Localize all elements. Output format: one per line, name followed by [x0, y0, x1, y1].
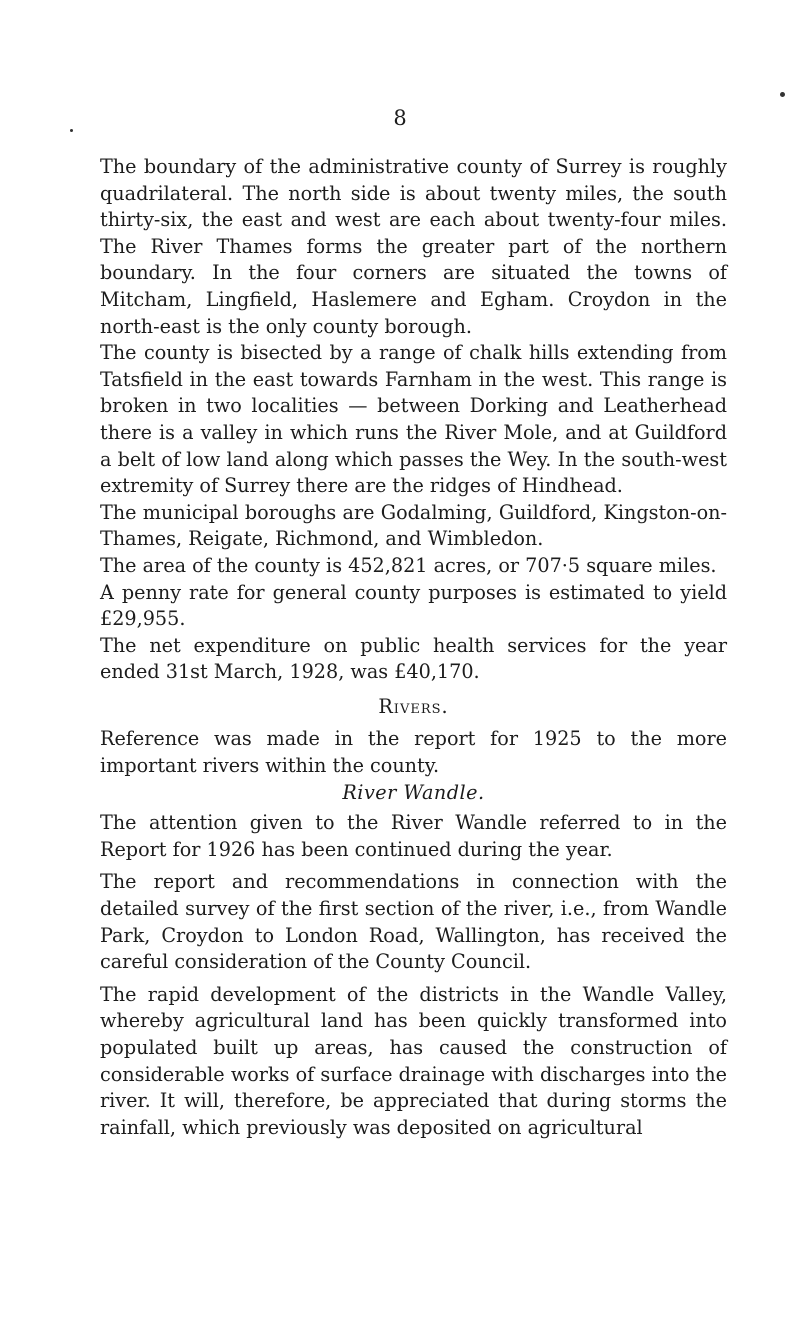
paragraph-wandle-survey: The report and recommendations in connection with the detailed survey of the first section of the river, i.e., from Wandle Park, Croydon to London Road, Wallington, has received the careful consideration of the County Council. — [100, 870, 727, 974]
paragraph-chalk-hills: The county is bisected by a range of chalk hills extending from Tatsfield in the east towards Farnham in the west. This range is broken in two localities — between Dorking and Leatherhead there is a valley in which runs the River Mole, and at Guildford a belt of low land along which passes the Wey. In the south-west extremity of Surrey there are the ridges of Hindhead. — [100, 341, 727, 498]
body-text — [100, 154, 727, 1141]
section-heading-rivers — [100, 694, 727, 721]
ink-speck — [780, 92, 785, 97]
page-number: 8 — [393, 106, 407, 130]
subheading-river-wandle: River Wandle. — [342, 780, 485, 804]
paragraph-penny-rate: A penny rate for general county purposes is estimated to yield £29,955. — [100, 580, 727, 631]
paragraph-municipal-boroughs: The municipal boroughs are Godalming, Guildford, Kingston-on-Thames, Reigate, Richmond, and Wimbledon. — [100, 500, 727, 551]
paragraph-net-expenditure: The net expenditure on public health services for the year ended 31st March, 1928, was £40,170. — [100, 633, 727, 684]
paragraph-boundary: The boundary of the administrative county of Surrey is roughly quadrilateral. The north side is about twenty miles, the south thirty-six, the east and west are each about twenty-four miles. The River Thames forms the greater part of the northern boundary. In the four corners are situated the towns of Mitcham, Lingfield, Haslemere and Egham. Croydon in the north-east is the only county borough. — [100, 155, 727, 338]
paragraph-area: The area of the county is 452,821 acres, or 707·5 square miles. — [100, 553, 717, 577]
section-heading-text: Rivers. — [378, 694, 449, 718]
paragraph-wandle-development: The rapid development of the districts in the Wandle Valley, whereby agricultural land has been quickly transformed into populated built up areas, has caused the construction of considerable works of surface drainage with discharges into the river. It will, therefore, be appreciated that during storms the rainfall, which previously was deposited on agricultural — [100, 982, 727, 1139]
paragraph-wandle-attention: The attention given to the River Wandle referred to in the Report for 1926 has been continued during the year. — [100, 811, 727, 861]
paragraph-rivers-intro: Reference was made in the report for 1925 to the more important rivers within the county. — [100, 727, 727, 778]
